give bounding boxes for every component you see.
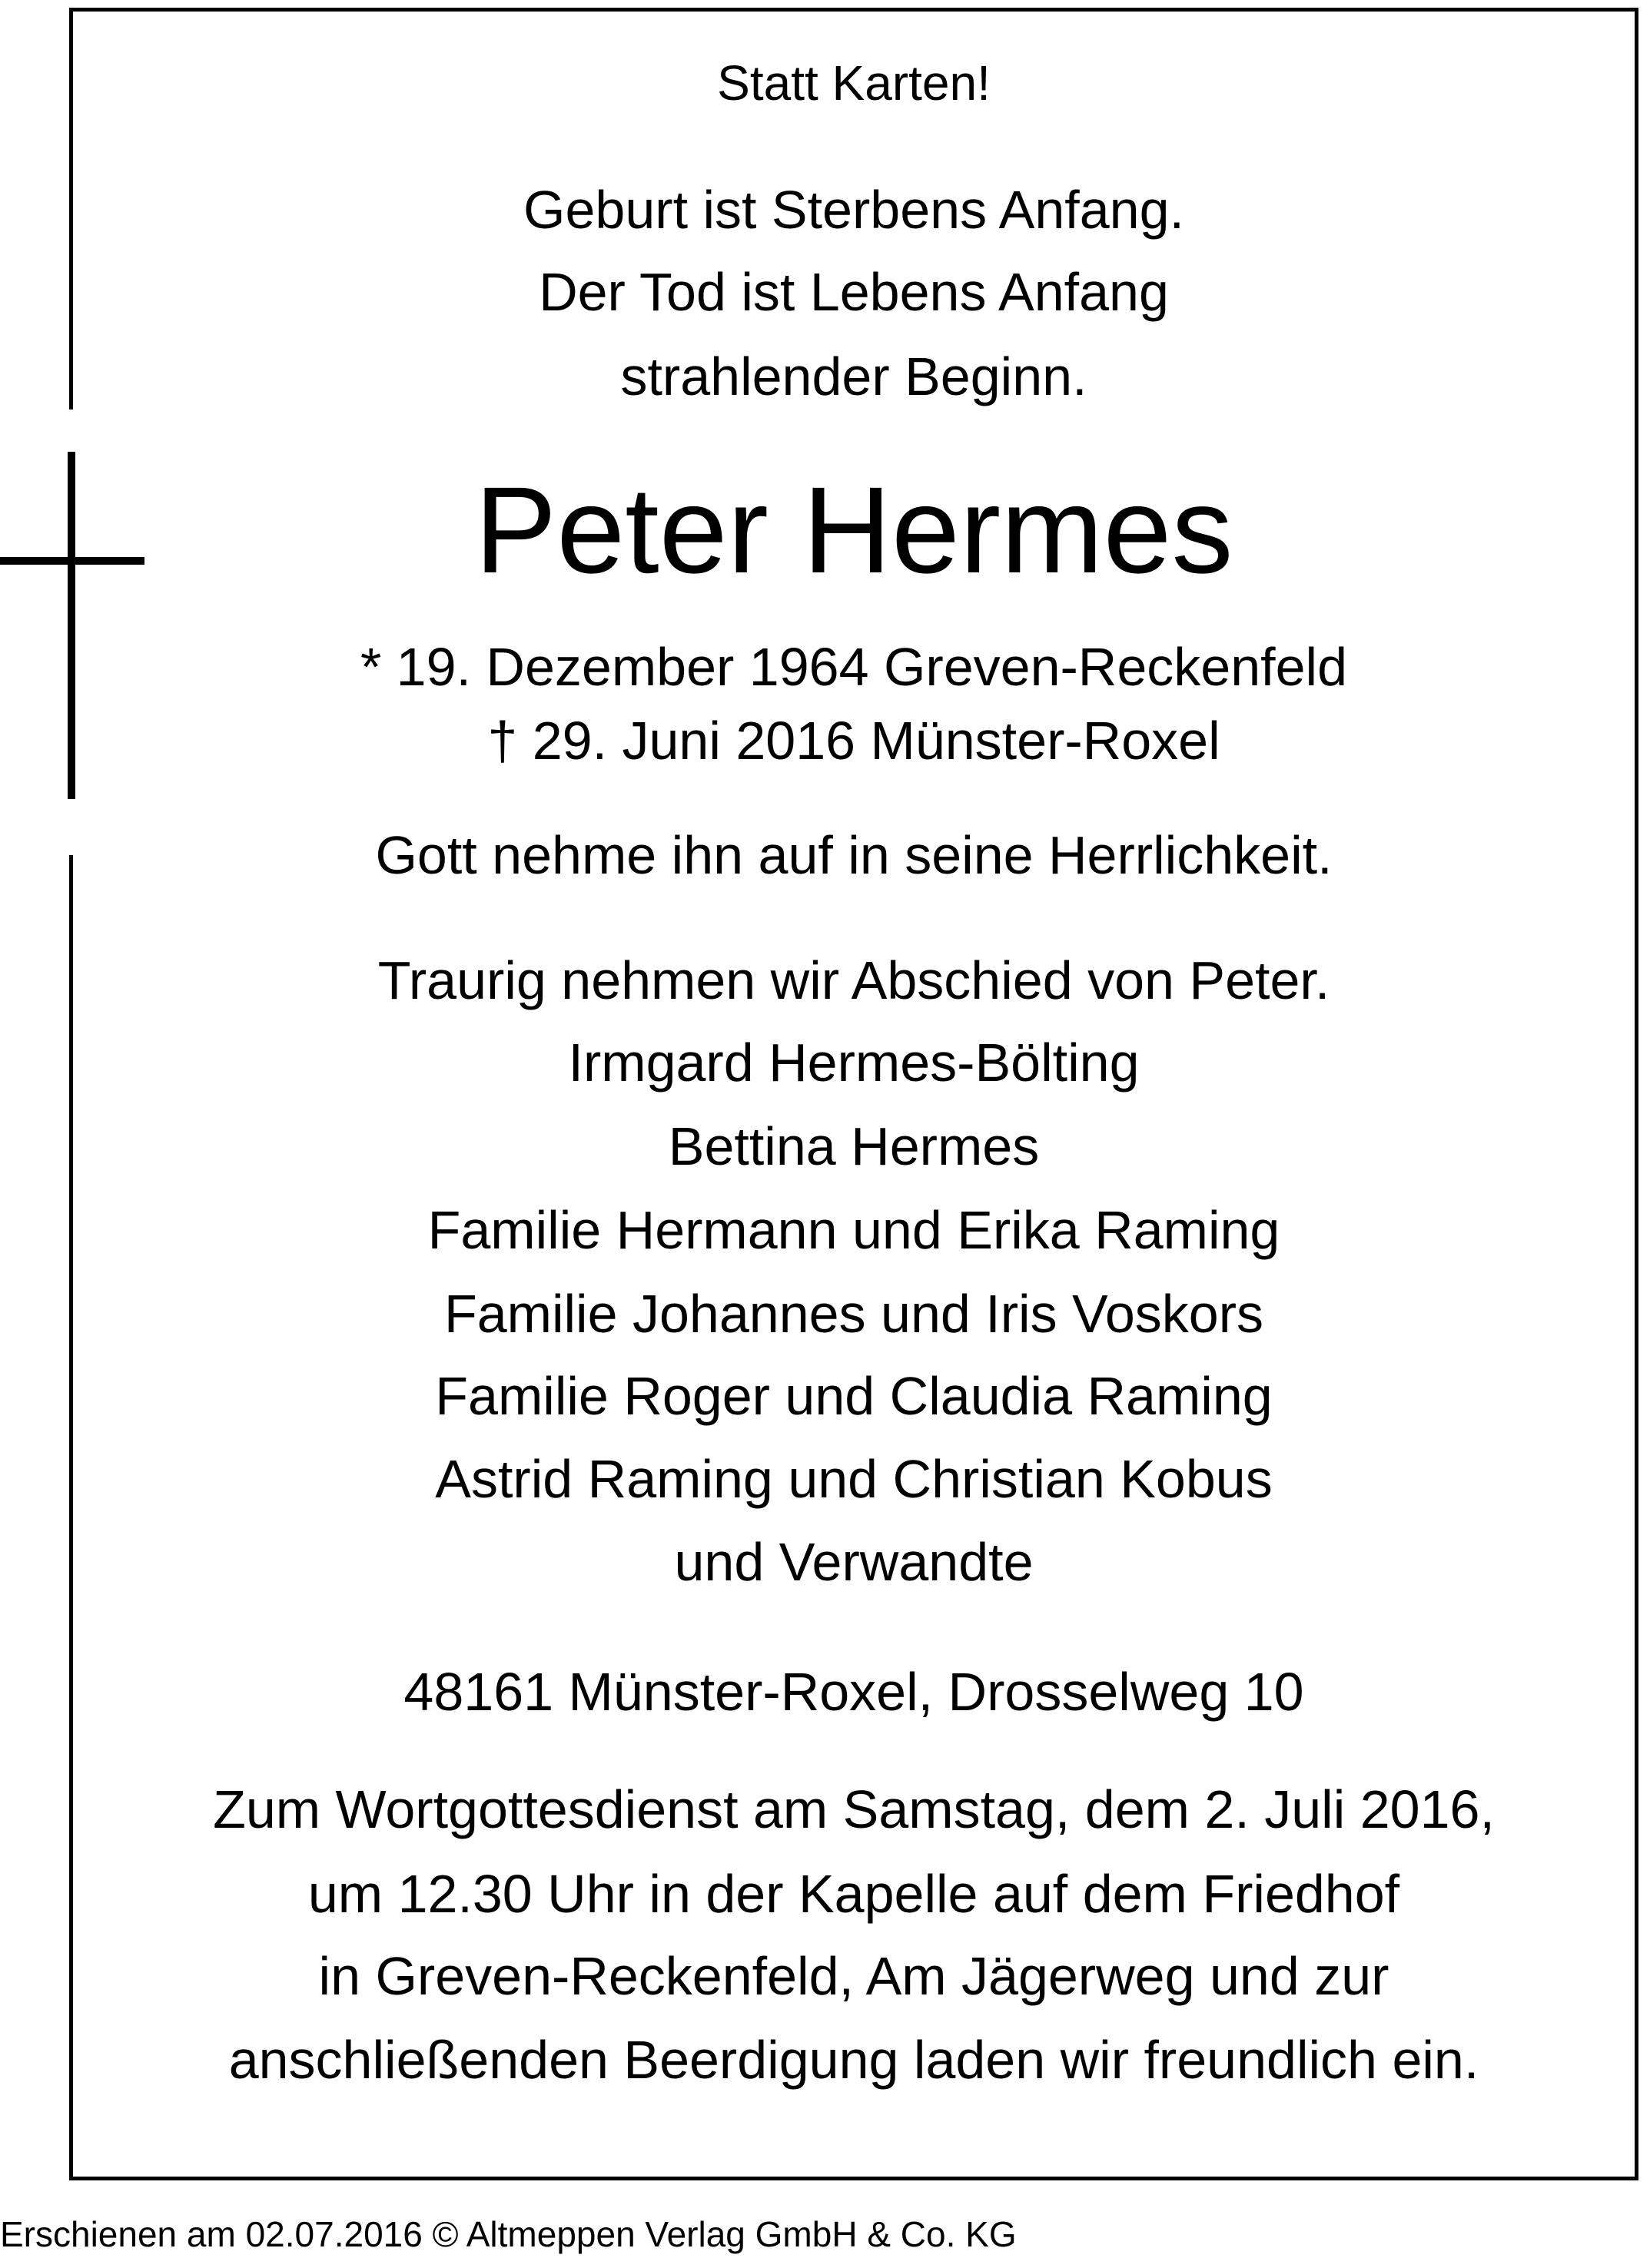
- frame-right-border: [1635, 8, 1638, 2180]
- mourner-line: Bettina Hermes: [668, 1116, 1040, 1176]
- service-line: anschließenden Beerdigung laden wir freundlich ein.: [228, 2030, 1479, 2090]
- mourner-line: Irmgard Hermes-Bölting: [568, 1033, 1140, 1093]
- address: 48161 Münster-Roxel, Drosselweg 10: [403, 1662, 1304, 1722]
- heading: Statt Karten!: [717, 55, 991, 111]
- mourner-line: Familie Hermann und Erika Raming: [427, 1200, 1280, 1260]
- mourners-intro: Traurig nehmen wir Abschied von Peter.: [377, 950, 1330, 1010]
- mourner-line: Astrid Raming und Christian Kobus: [435, 1449, 1273, 1509]
- mourner-line: Familie Johannes und Iris Voskors: [443, 1284, 1264, 1344]
- blessing: Gott nehme ihn auf in seine Herrlichkeit.: [375, 825, 1333, 885]
- mourner-line: Familie Roger und Claudia Raming: [435, 1366, 1273, 1426]
- service-line: in Greven-Reckenfeld, Am Jägerweg und zur: [318, 1946, 1389, 2006]
- deceased-name: Peter Hermes: [474, 461, 1233, 598]
- publication-footer: Erschienen am 02.07.2016 © Altmeppen Verlag GmbH & Co. KG: [0, 2214, 1017, 2254]
- mourner-line: und Verwandte: [674, 1532, 1034, 1592]
- birth-date: * 19. Dezember 1964 Greven-Reckenfeld: [360, 637, 1348, 697]
- verse-line: strahlender Beginn.: [620, 346, 1087, 406]
- frame-top-border: [69, 8, 1637, 12]
- verse-line: Geburt ist Sterbens Anfang.: [523, 180, 1184, 240]
- frame-bottom-border: [69, 2177, 1638, 2180]
- service-line: Zum Wortgottesdienst am Samstag, dem 2. Juli 2016,: [213, 1779, 1495, 1839]
- death-date: † 29. Juni 2016 Münster-Roxel: [487, 711, 1220, 771]
- service-line: um 12.30 Uhr in der Kapelle auf dem Friedhof: [307, 1864, 1400, 1924]
- verse-line: Der Tod ist Lebens Anfang: [539, 262, 1169, 322]
